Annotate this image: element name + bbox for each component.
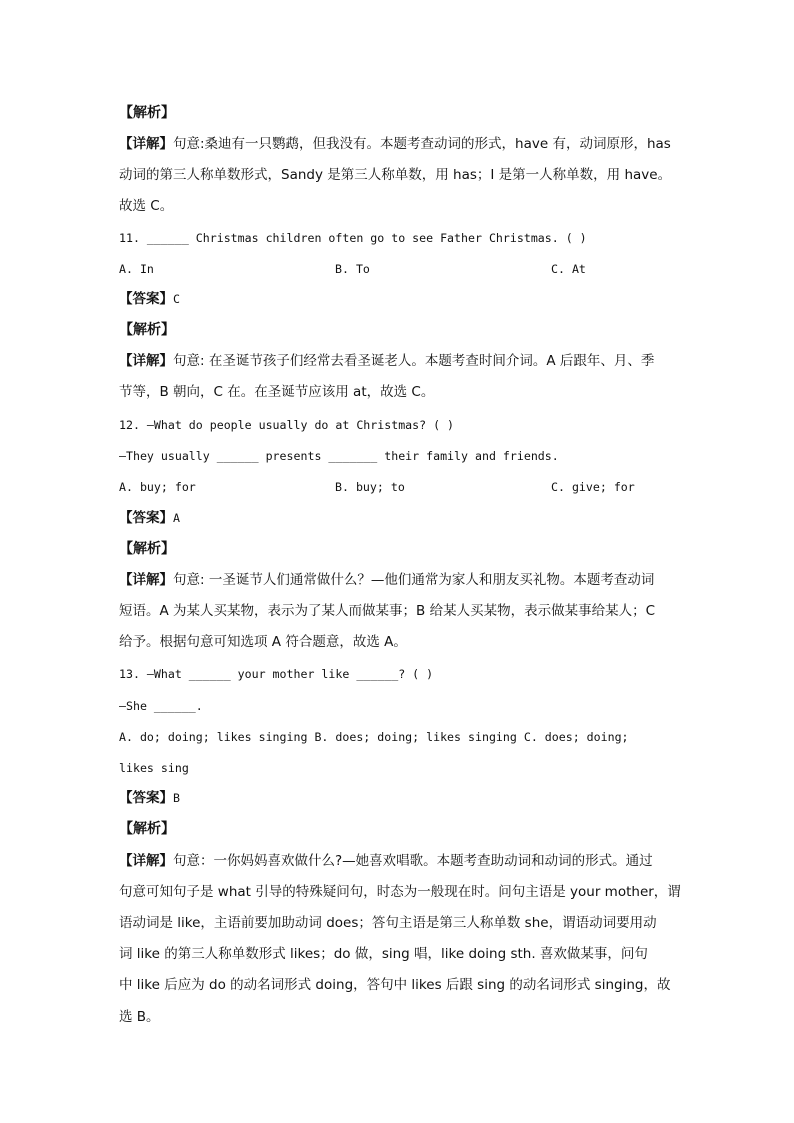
explanation-line: 选 B。 <box>119 1009 160 1025</box>
answer-value: A <box>173 511 180 525</box>
answer-line <box>119 788 676 808</box>
answer-tag: 【答案】 <box>119 790 173 806</box>
option-c: C. At <box>551 262 586 276</box>
question-13-options: A. do; doing; likes singing B. does; doing; likes singing C. does; doing; <box>119 730 629 744</box>
answer-line <box>119 289 676 309</box>
analysis-heading: 【解析】 <box>119 105 175 121</box>
question-12-options <box>119 477 676 497</box>
explanation-line <box>119 851 676 871</box>
explanation-line: 短语。A 为某人买某物，表示为了某人而做某事；B 给某人买某物，表示做某事给某人；C <box>119 603 656 619</box>
question-11: 11. ______ Christmas children often go to see Father Christmas. ( ) <box>119 231 587 245</box>
explanation-line <box>119 351 676 371</box>
detail-tag: 【详解】 <box>119 353 173 369</box>
explanation-line: 动词的第三人称单数形式，Sandy 是第三人称单数，用 has；I 是第一人称单数，用 have。 <box>119 167 672 183</box>
detail-tag: 【详解】 <box>119 853 173 869</box>
explanation-line: 节等，B 朝向，C 在。在圣诞节应该用 at，故选 C。 <box>119 384 435 400</box>
explanation-text: 句意：一你妈妈喜欢做什么?—她喜欢唱歌。本题考查助动词和动词的形式。通过 <box>173 853 653 869</box>
question-11-options <box>119 259 676 279</box>
answer-line <box>119 508 676 528</box>
question-12-reply: —They usually ______ presents _______ their family and friends. <box>119 449 559 463</box>
explanation-text: 句意:桑迪有一只鹦鹉，但我没有。本题考查动词的形式，have 有，动词原形，has <box>173 136 671 152</box>
answer-tag: 【答案】 <box>119 291 173 307</box>
answer-tag: 【答案】 <box>119 510 173 526</box>
explanation-text: 句意: 在圣诞节孩子们经常去看圣诞老人。本题考查时间介词。A 后跟年、月、季 <box>173 353 655 369</box>
analysis-heading: 【解析】 <box>119 541 175 557</box>
question-13: 13. —What ______ your mother like ______? ( ) <box>119 667 434 681</box>
option-b: B. buy; to <box>335 480 405 494</box>
explanation-line <box>119 570 676 590</box>
explanation-line: 句意可知句子是 what 引导的特殊疑问句，时态为一般现在时。问句主语是 your mother，谓 <box>119 884 681 900</box>
analysis-heading: 【解析】 <box>119 322 175 338</box>
explanation-line: 词 like 的第三人称单数形式 likes；do 做，sing 唱，like doing sth. 喜欢做某事，问句 <box>119 946 648 962</box>
answer-value: C <box>173 292 180 306</box>
explanation-text: 句意: 一圣诞节人们通常做什么？—他们通常为家人和朋友买礼物。本题考查动词 <box>173 572 655 588</box>
explanation-line: 语动词是 like，主语前要加助动词 does；答句主语是第三人称单数 she，谓语动词要用动 <box>119 915 657 931</box>
option-c: C. give; for <box>551 480 635 494</box>
detail-tag: 【详解】 <box>119 572 173 588</box>
answer-value: B <box>173 791 180 805</box>
option-b: B. To <box>335 262 370 276</box>
detail-tag: 【详解】 <box>119 136 173 152</box>
option-a: A. In <box>119 262 154 276</box>
question-13-options-cont: likes sing <box>119 761 189 775</box>
option-a: A. buy; for <box>119 480 196 494</box>
explanation-line: 中 like 后应为 do 的动名词形式 doing，答句中 likes 后跟 sing 的动名词形式 singing，故 <box>119 977 671 993</box>
question-13-reply: —She ______. <box>119 699 203 713</box>
explanation-line: 故选 C。 <box>119 198 174 214</box>
explanation-line: 给予。根据句意可知选项 A 符合题意，故选 A。 <box>119 634 407 650</box>
question-12: 12. —What do people usually do at Christmas? ( ) <box>119 418 455 432</box>
explanation-line <box>119 134 676 154</box>
analysis-heading: 【解析】 <box>119 821 175 837</box>
